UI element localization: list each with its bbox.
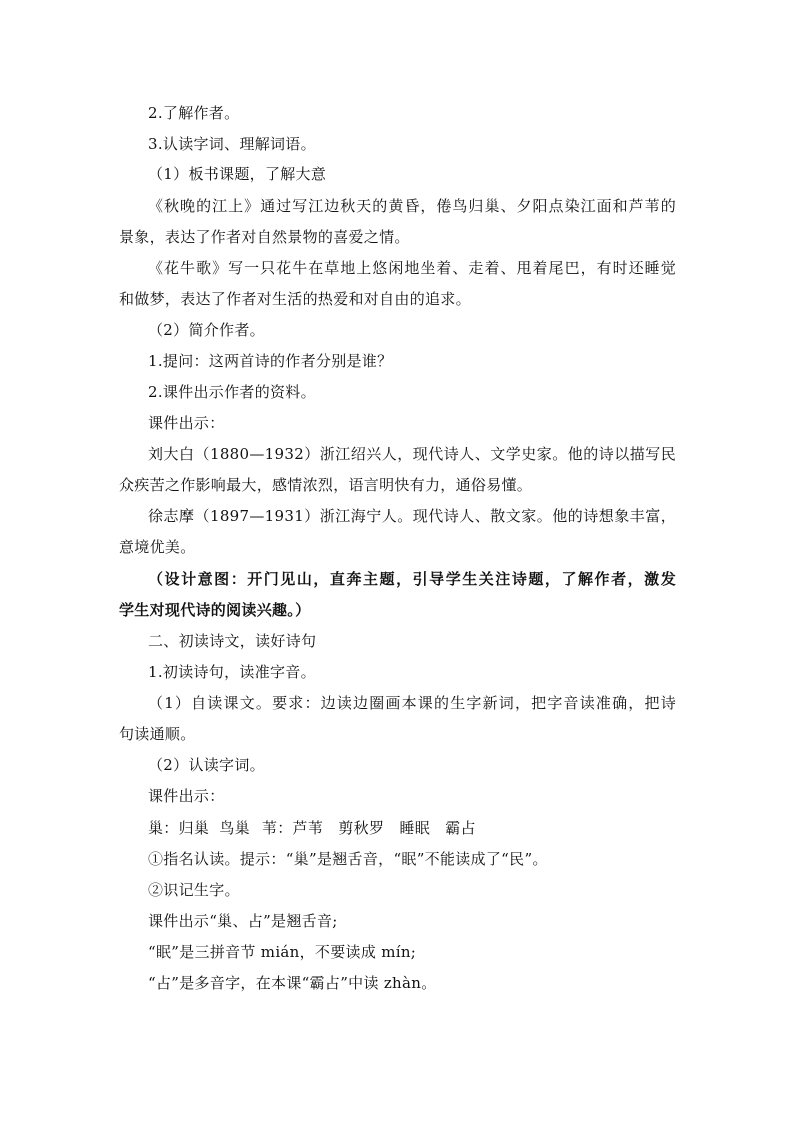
text-line: 《花牛歌》写一只花牛在草地上悠闲地坐着、走着、甩着尾巴，有时还睡觉 xyxy=(148,259,676,277)
text-line: （1）自读课文。要求：边读边圈画本课的生字新词，把字音读准确，把诗 xyxy=(148,694,676,712)
text-line: （2）认读字词。 xyxy=(148,756,265,774)
text-line: 2.课件出示作者的资料。 xyxy=(148,383,316,401)
vocab-group-wei: 苇：芦苇 剪秋罗 睡眠 霸占 xyxy=(261,819,476,837)
design-intent-line: （设计意图：开门见山，直奔主题，引导学生关注诗题，了解作者，激发 xyxy=(148,570,676,588)
text-line: 课件出示“巢、占”是翘舌音; xyxy=(148,912,338,930)
text-line: 课件出示： xyxy=(148,787,225,805)
text-line: 2.了解作者。 xyxy=(148,104,240,122)
section-heading: 二、初读诗文，读好诗句 xyxy=(148,632,317,650)
text-line: “眠”是三拼音节 mián，不要读成 mín; xyxy=(148,943,417,961)
design-intent-line: 学生对现代诗的阅读兴趣。） xyxy=(119,601,311,619)
text-line: 刘大白（1880—1932）浙江绍兴人，现代诗人、文学史家。他的诗以描写民 xyxy=(148,445,676,463)
text-line: 众疾苦之作影响最大，感情浓烈，语言明快有力，通俗易懂。 xyxy=(119,476,533,494)
vocab-line xyxy=(148,818,708,838)
text-line: “占”是多音字，在本课“霸占”中读 zhàn。 xyxy=(148,974,437,992)
text-line: 和做梦，表达了作者对生活的热爱和对自由的追求。 xyxy=(119,290,471,308)
text-line: ①指名认读。提示：“巢”是翘舌音，“眠”不能读成了“民”。 xyxy=(148,850,548,868)
vocab-group-chao: 巢：归巢 鸟巢 xyxy=(148,819,250,837)
text-line: 意境优美。 xyxy=(119,538,196,556)
text-line: 句读通顺。 xyxy=(119,725,196,743)
text-line: 1.提问：这两首诗的作者分别是谁？ xyxy=(148,352,393,370)
text-line: 1.初读诗句，读准字音。 xyxy=(148,663,316,681)
text-line: 《秋晚的江上》通过写江边秋天的黄昏，倦鸟归巢、夕阳点染江面和芦苇的 xyxy=(148,197,676,215)
text-line: 徐志摩（1897—1931）浙江海宁人。现代诗人、散文家。他的诗想象丰富， xyxy=(148,507,676,525)
text-line: 课件出示： xyxy=(148,414,225,432)
text-line: 景象，表达了作者对自然景物的喜爱之情。 xyxy=(119,228,410,246)
text-line: （2）简介作者。 xyxy=(148,321,265,339)
text-line: ②识记生字。 xyxy=(148,881,240,899)
text-line: 3.认读字词、理解词语。 xyxy=(148,135,316,153)
text-line: （1）板书课题，了解大意 xyxy=(148,165,327,183)
